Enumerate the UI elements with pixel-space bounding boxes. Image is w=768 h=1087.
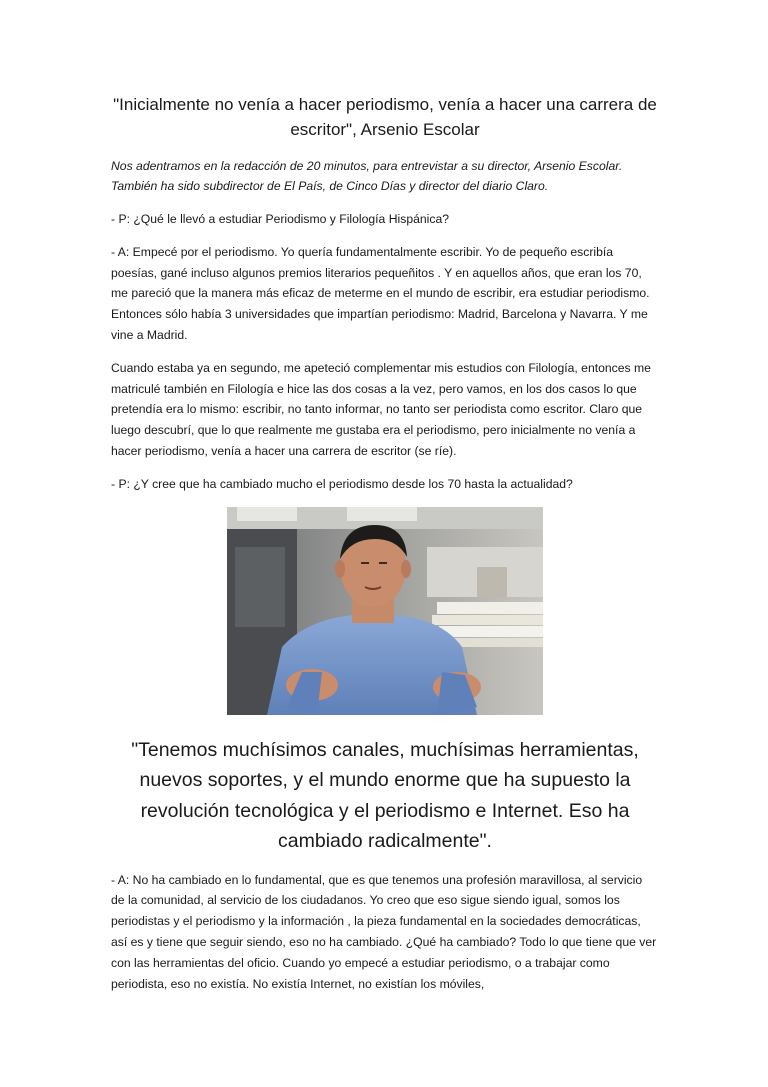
answer-1-continued: Cuando estaba ya en segundo, me apeteció complementar mis estudios con Filología, entonces me matriculé también en Filología e hice las dos cosas a la vez, pero vamos, en los dos casos lo que pretendía era lo mismo: escribir, no tanto informar, no tanto ser periodista como escritor. Claro que luego descubrí, que lo que realmente me gustaba era el periodismo, pero inicialmente no venía a hacer periodismo, venía a hacer una carrera de escritor (se ríe). <box>111 360 651 458</box>
pull-quote: "Tenemos muchísimos canales, muchísimas herramientas, nuevos soportes, y el mundo enorme que ha supuesto la revolución tecnológica y el periodismo e Internet. Eso ha cambiado radicalmente". <box>131 738 639 853</box>
article-title: "Inicialmente no venía a hacer periodismo, venía a hacer una carrera de escritor", Arsenio Escolar <box>113 95 657 139</box>
document-page <box>111 92 659 1006</box>
interview-photo <box>227 507 543 715</box>
answer-1: - A: Empecé por el periodismo. Yo quería fundamentalmente escribir. Yo de pequeño escribía poesías, gané incluso algunos premios literarios pequeñitos . Y en aquellos años, que eran los 70, me pareció que la manera más eficaz de meterme en el mundo de escribir, era estudiar periodismo. Entonces sólo había 3 universidades que impartían periodismo: Madrid, Barcelona y Navarra. Y me vine a Madrid. <box>111 244 650 342</box>
answer-2: - A: No ha cambiado en lo fundamental, que es que tenemos una profesión maravillosa, al servicio de la comunidad, al servicio de los ciudadanos. Yo creo que eso sigue siendo igual, somos los periodistas y el periodismo y la información , la pieza fundamental en la sociedades democráticas, así es y tiene que seguir siendo, eso no ha cambiado. ¿Qué ha cambiado? Todo lo que tiene que ver con las herramientas del oficio. Cuando yo empecé a estudiar periodismo, o a trabajar como periodista, eso no existía. No existía Internet, no existían los móviles, <box>111 872 657 991</box>
article-intro: Nos adentramos en la redacción de 20 minutos, para entrevistar a su director, Arsenio Escolar. También ha sido subdirector de El País, de Cinco Días y director del diario Claro. <box>111 159 623 193</box>
question-2: - P: ¿Y cree que ha cambiado mucho el periodismo desde los 70 hasta la actualidad? <box>111 476 573 491</box>
question-1: - P: ¿Qué le llevó a estudiar Periodismo y Filología Hispánica? <box>111 212 450 226</box>
interview-photo-illustration <box>227 507 543 715</box>
